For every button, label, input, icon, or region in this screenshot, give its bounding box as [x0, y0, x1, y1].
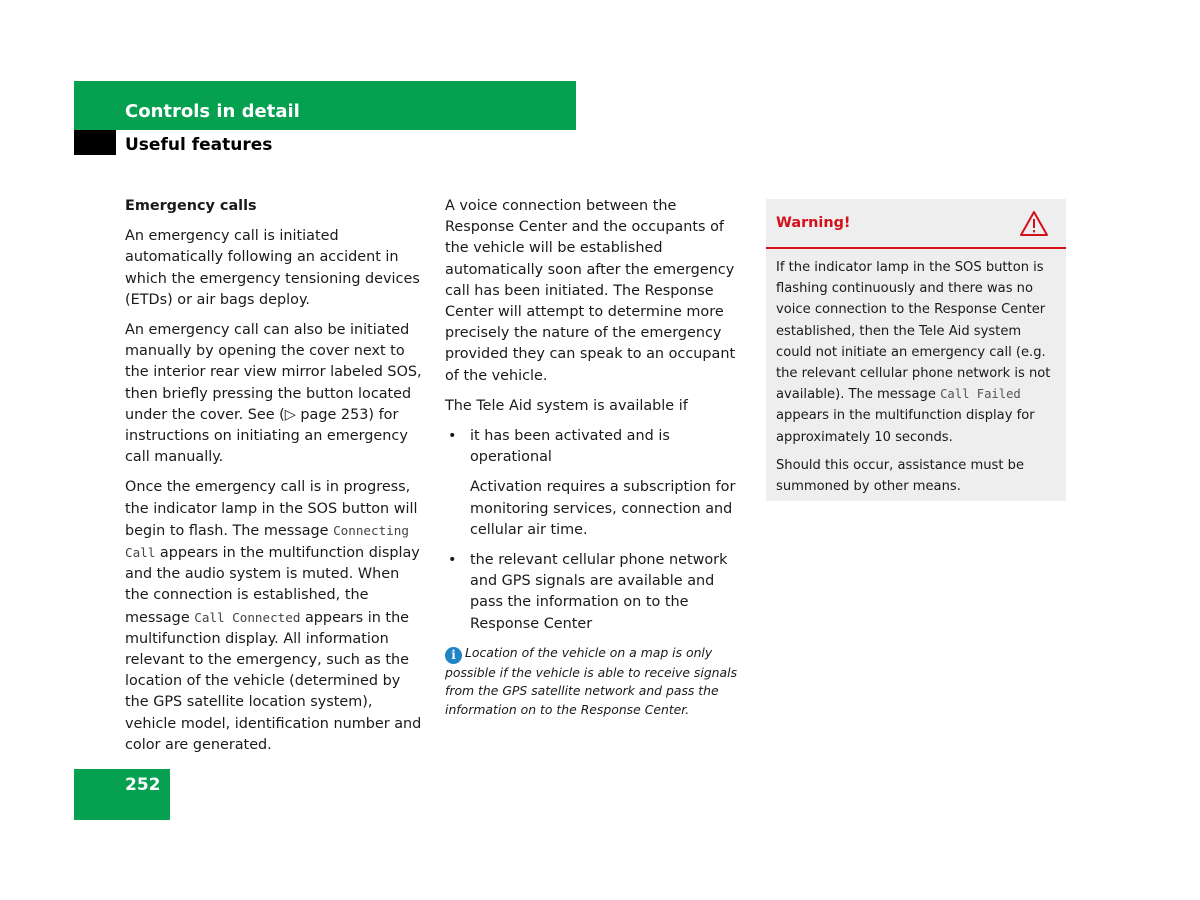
warning-title: Warning! — [776, 215, 851, 231]
availability-list — [445, 426, 749, 635]
info-icon: i — [445, 647, 462, 664]
list-item-subtext: Activation requires a subscription for monitoring services, connection and cellular air time. — [470, 479, 736, 538]
column-middle — [445, 196, 749, 719]
list-item-text: it has been activated and is operational — [470, 428, 670, 466]
paragraph-call-progress: Once the emergency call is in progress, the indicator lamp in the SOS button will begin to flash. The message Connecting Call appears in the multifunction display and the audio system is muted. When the connection is established, the message Call Connected appears in the multifunction display. All information relevant to the emergency, such as the location of the vehicle (determined by the GPS satellite location system), vehicle model, identification number and color are generated. — [125, 479, 422, 753]
bullet-marker: • — [448, 552, 457, 569]
paragraph-availability: The Tele Aid system is available if — [445, 397, 688, 414]
warning-header — [766, 199, 1066, 249]
message-call-connected: Call Connected — [194, 609, 301, 625]
section-header-bar — [74, 81, 576, 130]
warning-triangle-icon — [1019, 210, 1049, 237]
bullet-marker: • — [448, 428, 457, 445]
warning-body — [766, 249, 1066, 497]
list-item — [445, 550, 749, 635]
paragraph-manual-call: An emergency call can also be initiated manually by opening the cover next to the interior rear view mirror labeled SOS, then briefly pressing the button located under the cover. See (▷ page 253) for instructions on initiating an emergency call manually. — [125, 322, 422, 466]
column-left — [125, 196, 427, 765]
page-number: 252 — [125, 775, 161, 795]
warning-paragraph: If the indicator lamp in the SOS button is flashing continuously and there was no voice connection to the Response Center established, then the Tele Aid system could not initiate an emergency call (e.g. the relevant cellular phone network is not available). The message Call Failed appears in the multifunction display for approximately 10 seconds. — [776, 260, 1051, 445]
paragraph-voice-connection: A voice connection between the Response Center and the occupants of the vehicle will be established automatically soon after the emergency call has been initiated. The Response Center will attempt to determine more precisely the nature of the emergency provided they can speak to an occupant of the vehicle. — [445, 198, 736, 384]
page-subtitle: Useful features — [125, 135, 273, 155]
info-note — [445, 644, 749, 719]
list-item — [445, 426, 749, 541]
emergency-calls-heading: Emergency calls — [125, 198, 257, 214]
info-note-text: Location of the vehicle on a map is only possible if the vehicle is able to receive signals from the GPS satellite network and pass the information on to the Response Center. — [445, 644, 738, 717]
page-number-box — [74, 769, 170, 820]
message-connecting-call: Connecting Call — [125, 522, 409, 561]
message-call-failed: Call Failed — [940, 387, 1021, 402]
list-item-text: the relevant cellular phone network and GPS signals are available and pass the information on to the Response Center — [470, 552, 728, 632]
section-marker — [74, 130, 116, 155]
warning-paragraph: Should this occur, assistance must be summoned by other means. — [776, 457, 1025, 495]
page-title: Controls in detail — [125, 101, 300, 122]
warning-box — [766, 199, 1066, 501]
paragraph-auto-call: An emergency call is initiated automatically following an accident in which the emergency tensioning devices (ETDs) or air bags deploy. — [125, 228, 420, 308]
